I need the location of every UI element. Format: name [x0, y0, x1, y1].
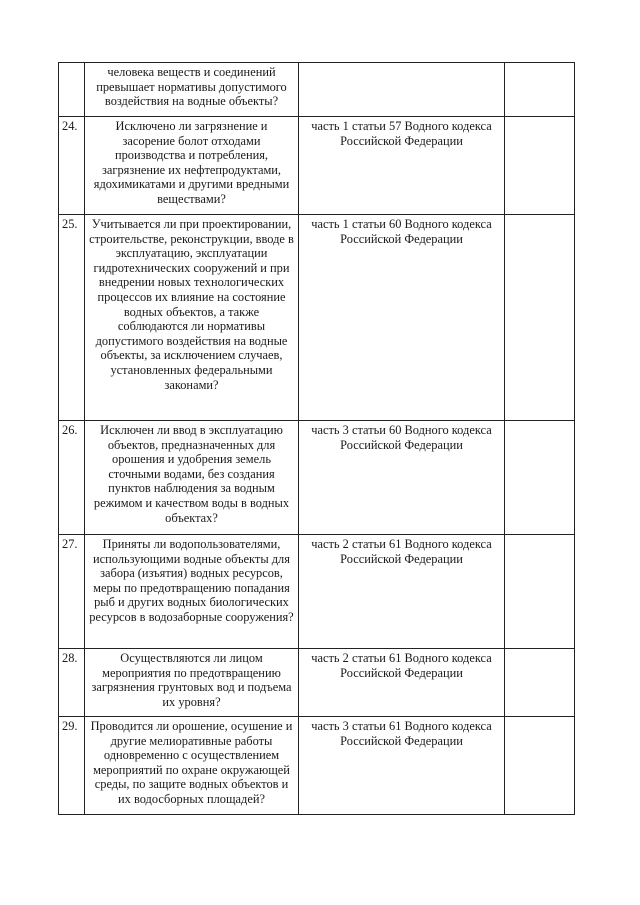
- empty-cell: [505, 117, 575, 215]
- question-text: Проводится ли орошение, осушение и другие мелиоративные работы одновременно с осуществлением мероприятий по охране окружающей среды, по защите водных объектов и их водосборных площадей?: [85, 717, 299, 815]
- table-row: [59, 649, 575, 717]
- legal-reference: часть 3 статьи 61 Водного кодекса Российской Федерации: [299, 717, 505, 815]
- question-text: Приняты ли водопользователями, использующими водные объекты для забора (изъятия) водных ресурсов, меры по предотвращению попадания рыб и других водных биологических ресурсов в водозаборные сооружения?: [85, 535, 299, 649]
- table-row: [59, 717, 575, 815]
- table-row: [59, 63, 575, 117]
- row-number: 24.: [59, 117, 85, 215]
- table-row: [59, 421, 575, 535]
- table-row: [59, 117, 575, 215]
- legal-reference: часть 1 статьи 60 Водного кодекса Российской Федерации: [299, 215, 505, 421]
- question-text: Учитывается ли при проектировании, строительстве, реконструкции, вводе в эксплуатацию, эксплуатации гидротехнических сооружений и при внедрении новых технологических процессов их влияние на состояние водных объектов, а также соблюдаются ли нормативы допустимого воздействия на водные объекты, за исключением случаев, установленных федеральными законами?: [85, 215, 299, 421]
- empty-cell: [505, 63, 575, 117]
- checklist-table: [58, 62, 575, 815]
- row-number: 29.: [59, 717, 85, 815]
- question-text: Исключено ли загрязнение и засорение болот отходами производства и потребления, загрязнение их нефтепродуктами, ядохимикатами и другими вредными веществами?: [85, 117, 299, 215]
- empty-cell: [505, 649, 575, 717]
- legal-reference: часть 2 статьи 61 Водного кодекса Российской Федерации: [299, 535, 505, 649]
- empty-cell: [505, 215, 575, 421]
- question-text: Исключен ли ввод в эксплуатацию объектов, предназначенных для орошения и удобрения земель сточными водами, без создания пунктов наблюдения за водным режимом и качеством воды в водных объектах?: [85, 421, 299, 535]
- row-number: 26.: [59, 421, 85, 535]
- legal-reference: часть 2 статьи 61 Водного кодекса Российской Федерации: [299, 649, 505, 717]
- row-number: [59, 63, 85, 117]
- empty-cell: [505, 535, 575, 649]
- question-text: Осуществляются ли лицом мероприятия по предотвращению загрязнения грунтовых вод и подъема их уровня?: [85, 649, 299, 717]
- legal-reference: [299, 63, 505, 117]
- row-number: 28.: [59, 649, 85, 717]
- row-number: 27.: [59, 535, 85, 649]
- table-row: [59, 535, 575, 649]
- empty-cell: [505, 421, 575, 535]
- table-row: [59, 215, 575, 421]
- empty-cell: [505, 717, 575, 815]
- legal-reference: часть 3 статьи 60 Водного кодекса Российской Федерации: [299, 421, 505, 535]
- legal-reference: часть 1 статьи 57 Водного кодекса Российской Федерации: [299, 117, 505, 215]
- row-number: 25.: [59, 215, 85, 421]
- question-text: человека веществ и соединений превышает нормативы допустимого воздействия на водные объекты?: [85, 63, 299, 117]
